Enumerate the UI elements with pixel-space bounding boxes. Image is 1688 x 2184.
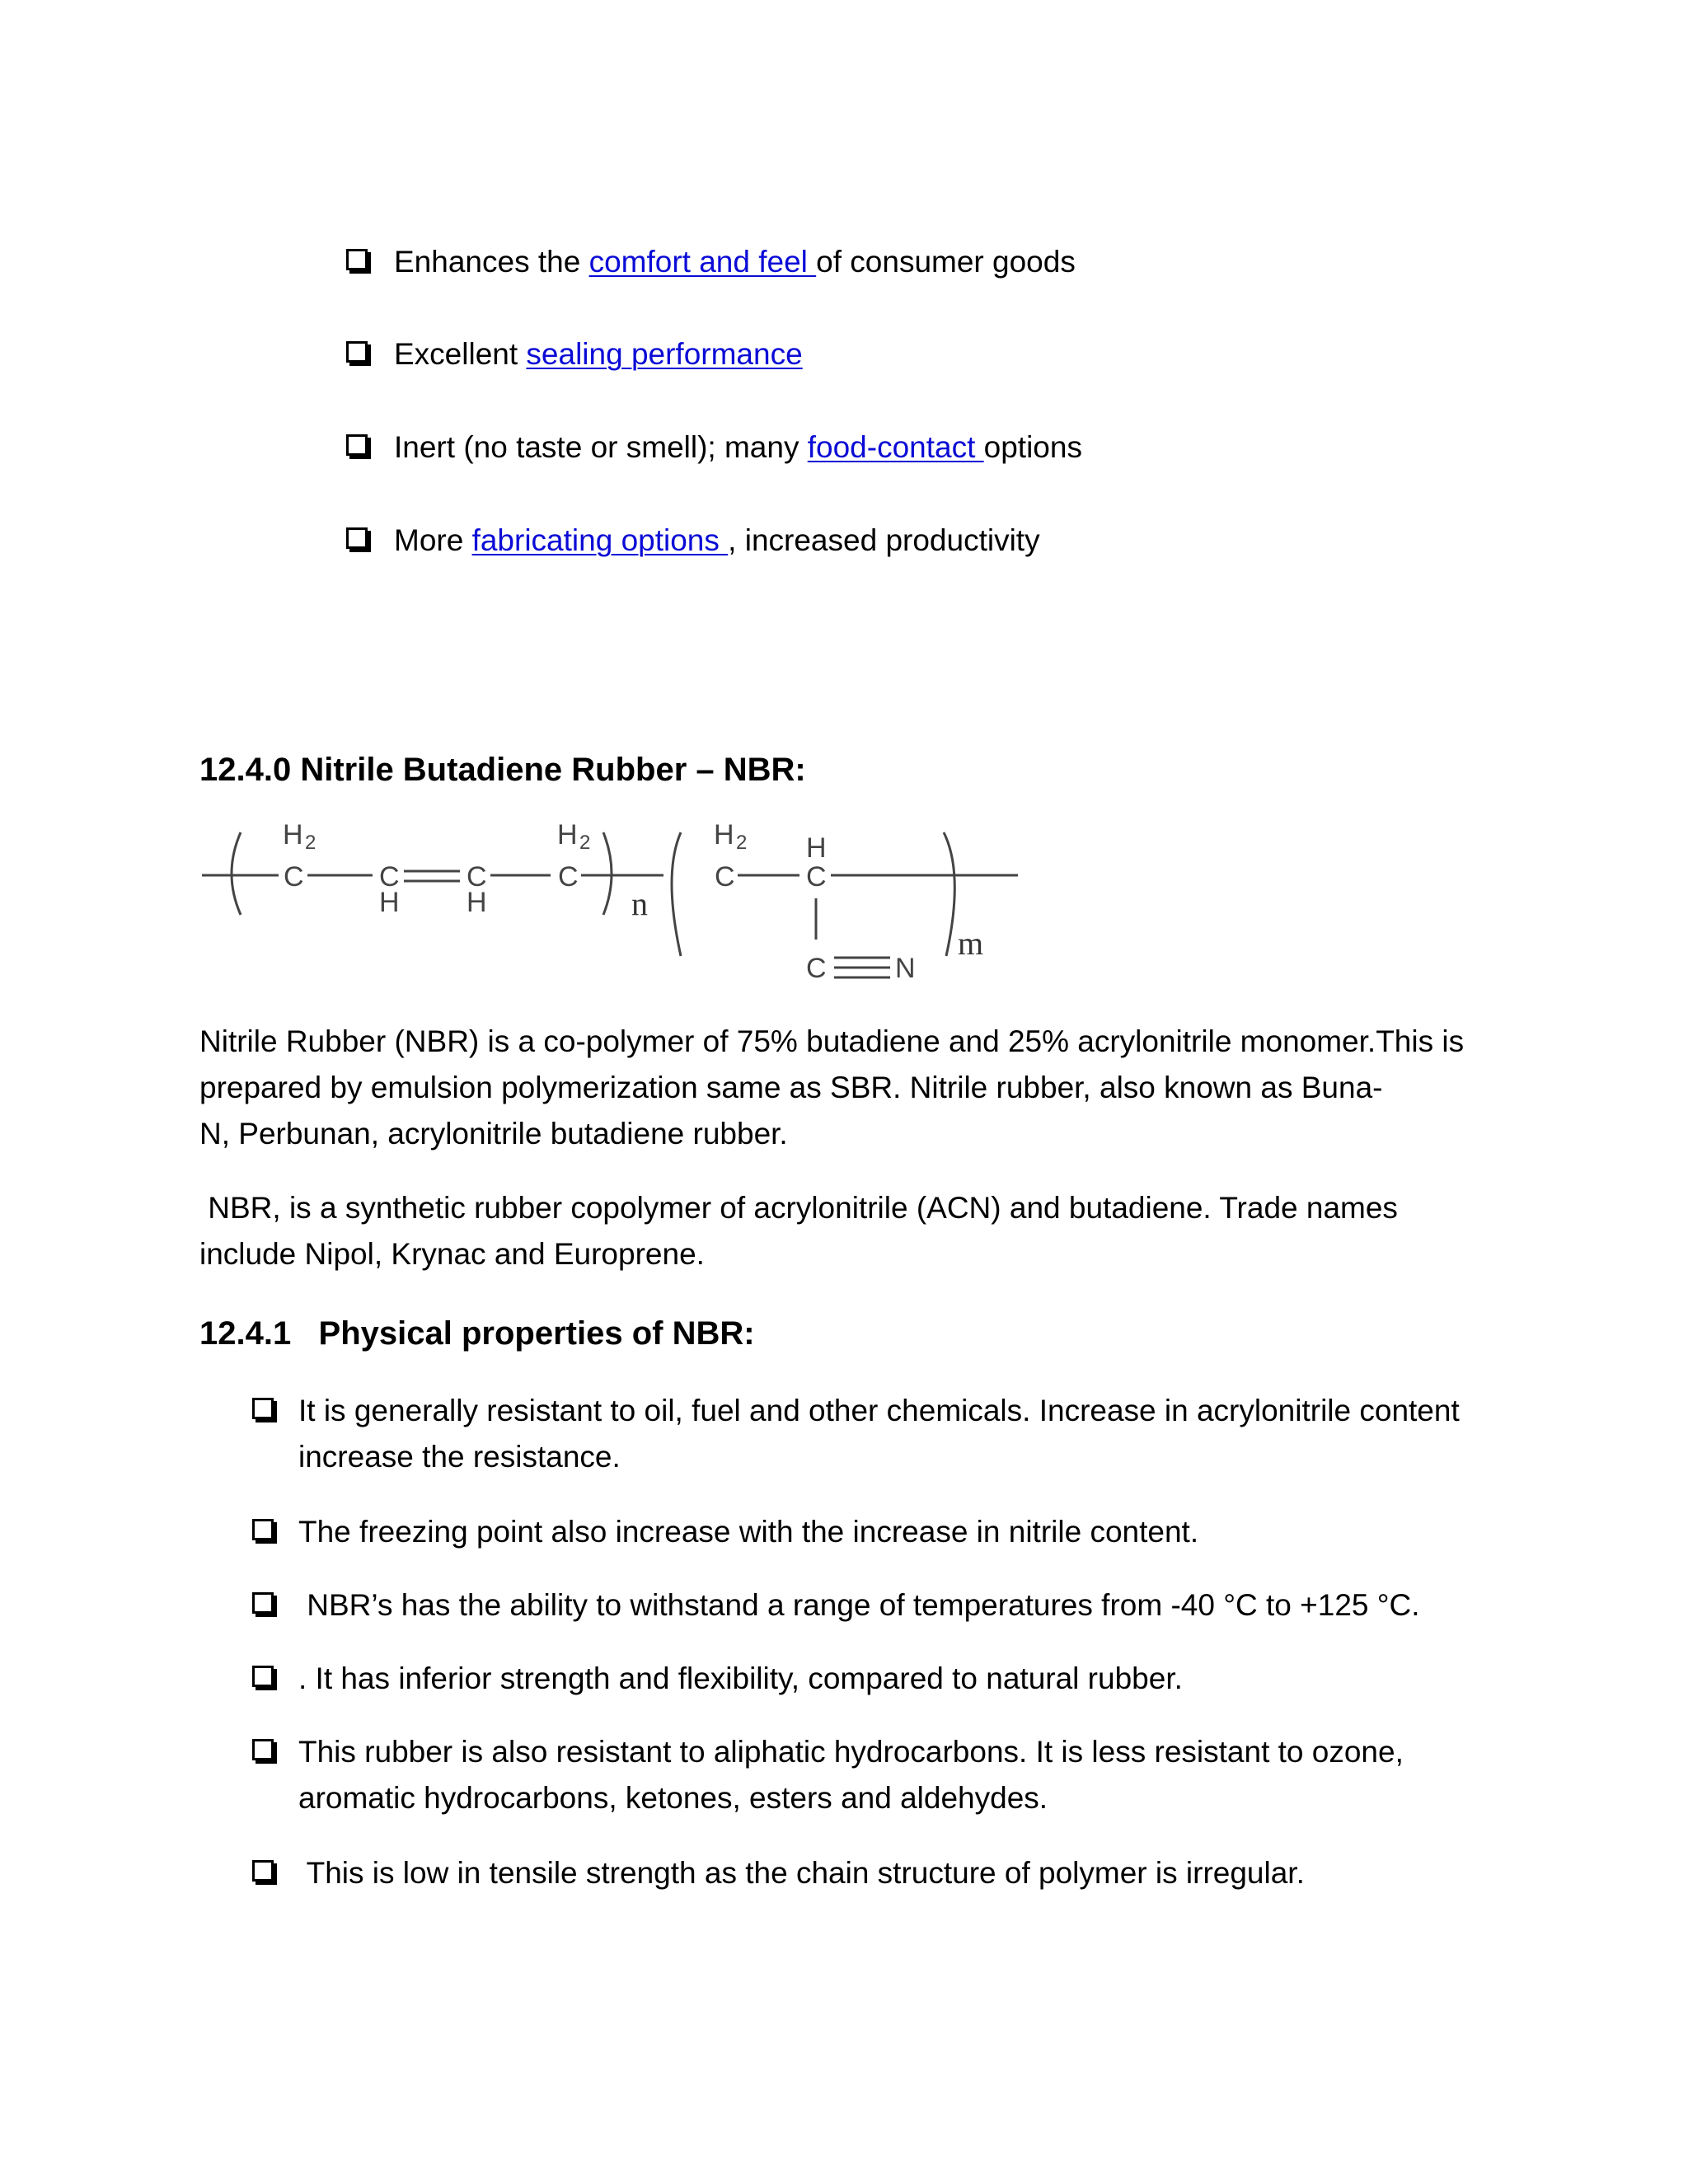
atom-label: H [557, 819, 578, 851]
benefit-text: Inert (no taste or smell); many food-contact options [394, 430, 1082, 464]
repeat-index-n: n [631, 885, 648, 922]
checkbox-bullet-icon [252, 1666, 274, 1687]
section-heading-nbr: 12.4.0 Nitrile Butadiene Rubber – NBR: [199, 752, 806, 788]
atom-label: C [558, 861, 579, 893]
atom-label: N [895, 953, 916, 984]
section-heading-physical-properties: 12.4.1 Physical properties of NBR: [199, 1315, 755, 1352]
property-text: The freezing point also increase with the increase in nitrile content. [298, 1515, 1199, 1549]
paragraph-line: NBR, is a synthetic rubber copolymer of acrylonitrile (ACN) and butadiene. Trade names [199, 1191, 1398, 1225]
checkbox-bullet-icon [252, 1398, 274, 1419]
atom-label: 2 [736, 832, 748, 854]
paragraph-line: prepared by emulsion polymerization same as SBR. Nitrile rubber, also known as Buna- [199, 1071, 1383, 1104]
property-text: aromatic hydrocarbons, ketones, esters and aldehydes. [298, 1781, 1048, 1815]
atom-label: 2 [305, 832, 316, 854]
link-fabricating-options[interactable]: fabricating options [471, 523, 729, 557]
property-text: It is generally resistant to oil, fuel and other chemicals. Increase in acrylonitrile content [298, 1394, 1460, 1427]
checkbox-bullet-icon [252, 1739, 274, 1760]
link-comfort-and-feel[interactable]: comfort and feel [588, 245, 817, 279]
atom-label: C [806, 861, 827, 893]
benefit-text: Excellent sealing performance [394, 337, 803, 371]
atom-label: H [714, 819, 734, 851]
atom-label: H [283, 819, 303, 851]
checkbox-bullet-icon [252, 1519, 274, 1540]
property-text: This rubber is also resistant to aliphatic hydrocarbons. It is less resistant to ozone, [298, 1735, 1404, 1769]
paragraph-line: include Nipol, Krynac and Europrene. [199, 1237, 705, 1271]
benefit-text: More fabricating options , increased productivity [394, 523, 1040, 557]
paragraph-line: Nitrile Rubber (NBR) is a co-polymer of 75% butadiene and 25% acrylonitrile monomer.This is [199, 1024, 1465, 1058]
property-text: . It has inferior strength and flexibility, compared to natural rubber. [298, 1661, 1183, 1695]
atom-label: 2 [579, 832, 591, 854]
atom-label: C [284, 861, 304, 893]
property-text: This is low in tensile strength as the chain structure of polymer is irregular. [298, 1856, 1305, 1890]
link-sealing-performance[interactable]: sealing performance [526, 337, 803, 371]
atom-label: C [467, 861, 487, 893]
paragraph-line: N, Perbunan, acrylonitrile butadiene rubber. [199, 1117, 788, 1151]
checkbox-bullet-icon [252, 1860, 274, 1882]
atom-label: H [379, 887, 400, 918]
atom-label: C [806, 953, 827, 984]
atom-label: C [379, 861, 400, 893]
benefit-text: Enhances the comfort and feel of consumer goods [394, 245, 1076, 279]
nbr-structure-diagram [0, 0, 1688, 1014]
atom-label: H [806, 832, 827, 864]
property-text: increase the resistance. [298, 1440, 621, 1474]
atom-label: H [467, 887, 487, 918]
repeat-index-m: m [958, 925, 984, 962]
property-text: NBR’s has the ability to withstand a range of temperatures from -40 °C to +125 °C. [298, 1588, 1420, 1622]
checkbox-bullet-icon [252, 1592, 274, 1614]
link-food-contact[interactable]: food-contact [807, 430, 984, 464]
atom-label: C [715, 861, 735, 893]
